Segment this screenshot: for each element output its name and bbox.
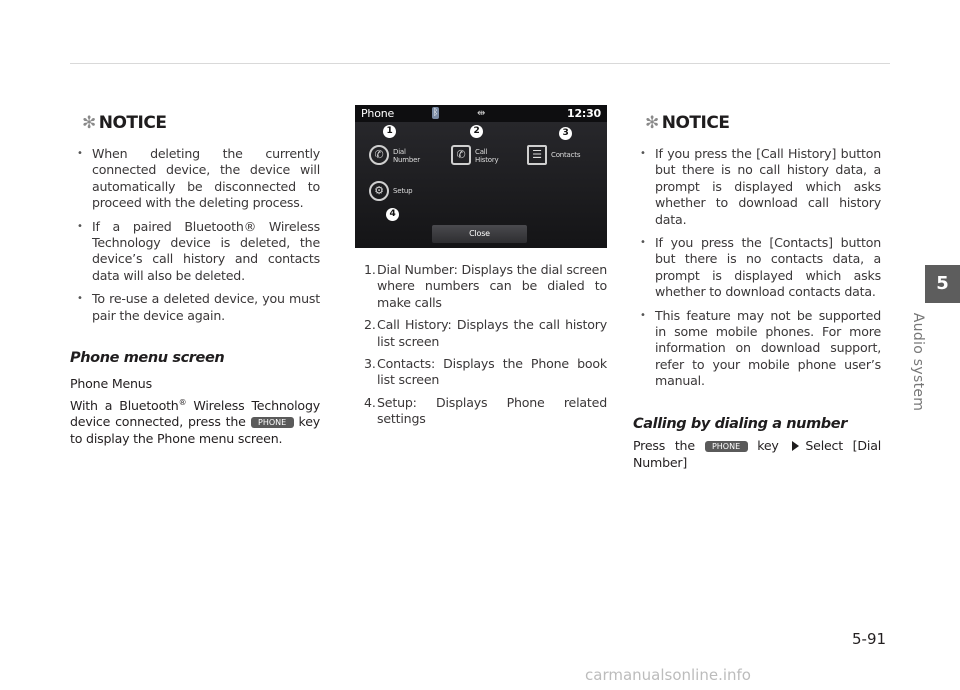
arrow-right-icon	[792, 441, 799, 451]
screen-clock: 12:30	[566, 107, 601, 120]
notice-bullet: • If you press the [Call History] button but there is no call history data, a prompt is displayed which asks whether to download call history data.	[633, 146, 881, 228]
list-item: 3. Contacts: Displays the Phone book list screen	[364, 356, 607, 388]
list-item: 1. Dial Number: Displays the dial screen where numbers can be dialed to make calls	[364, 262, 607, 310]
chapter-tab: 5	[925, 265, 960, 303]
phone-handset-icon: ✆	[369, 145, 389, 165]
bluetooth-icon: ᛒ	[432, 108, 439, 118]
call-history-icon: ✆	[451, 145, 471, 165]
middle-column	[355, 105, 607, 434]
screen-title: Phone	[361, 107, 395, 120]
notice-bullet: • If you press the [Contacts] button but there is no contacts data, a prompt is displayed which asks whether to download contacts data.	[633, 235, 881, 301]
notice-bullet: • If a paired Bluetooth® Wireless Technology device is deleted, the device’s call history and contacts data will also be deleted.	[70, 219, 320, 285]
notice-heading: ✻ NOTICE	[82, 112, 167, 133]
right-column	[633, 112, 881, 471]
notice-star-icon: ✻	[82, 112, 96, 133]
notice-bullet: • This feature may not be supported in some mobile phones. For more information on download support, refer to your mobile phone user’s manual.	[633, 308, 881, 390]
notice-list	[633, 146, 881, 390]
section-paragraph: With a Bluetooth® Wireless Technology device connected, press the PHONE key to display the Phone menu screen.	[70, 397, 320, 446]
phone-screen-image	[355, 105, 607, 248]
callout-badge: 4	[386, 208, 399, 221]
callout-badge: 3	[559, 127, 572, 140]
calling-title: Calling by dialing a number	[633, 415, 847, 432]
list-item: 4. Setup: Displays Phone related settings	[364, 394, 607, 427]
notice-list	[70, 146, 320, 324]
callout-badge: 2	[470, 125, 483, 138]
callout-badge: 1	[383, 125, 396, 138]
numbered-list	[355, 262, 607, 428]
call-history-item[interactable]: ✆ Call History	[451, 145, 521, 167]
notice-heading: ✻ NOTICE	[645, 112, 730, 133]
phone-key-icon: PHONE	[705, 441, 748, 452]
left-column	[70, 112, 320, 447]
notice-star-icon: ✻	[645, 112, 659, 133]
list-item: 2. Call History: Displays the call history list screen	[364, 317, 607, 349]
dial-number-item[interactable]: ✆ Dial Number	[369, 145, 439, 167]
setup-item[interactable]: ⚙ Setup	[369, 181, 439, 203]
section-title: Phone menu screen	[70, 350, 225, 367]
close-button[interactable]: Close	[432, 225, 527, 243]
page-number: 5-91	[852, 630, 887, 648]
chapter-label: Audio system	[910, 312, 926, 412]
watermark: carmanualsonline.info	[585, 666, 751, 684]
contacts-book-icon: ☰	[527, 145, 547, 165]
phone-key-icon: PHONE	[251, 417, 294, 428]
calling-instruction: Press the PHONE key Select [Dial Number]	[633, 438, 882, 470]
top-rule	[70, 63, 890, 64]
notice-bullet: • When deleting the currently connected device, the device will automatically be disconnected to proceed with the deleting process.	[70, 146, 320, 212]
screen-status-bar	[355, 105, 607, 122]
gear-icon: ⚙	[369, 181, 389, 201]
usb-icon: ⇹	[477, 108, 486, 119]
section-subtitle: Phone Menus	[70, 376, 152, 392]
notice-bullet: • To re-use a deleted device, you must pair the device again.	[70, 291, 320, 324]
contacts-item[interactable]: ☰ Contacts	[527, 145, 605, 167]
